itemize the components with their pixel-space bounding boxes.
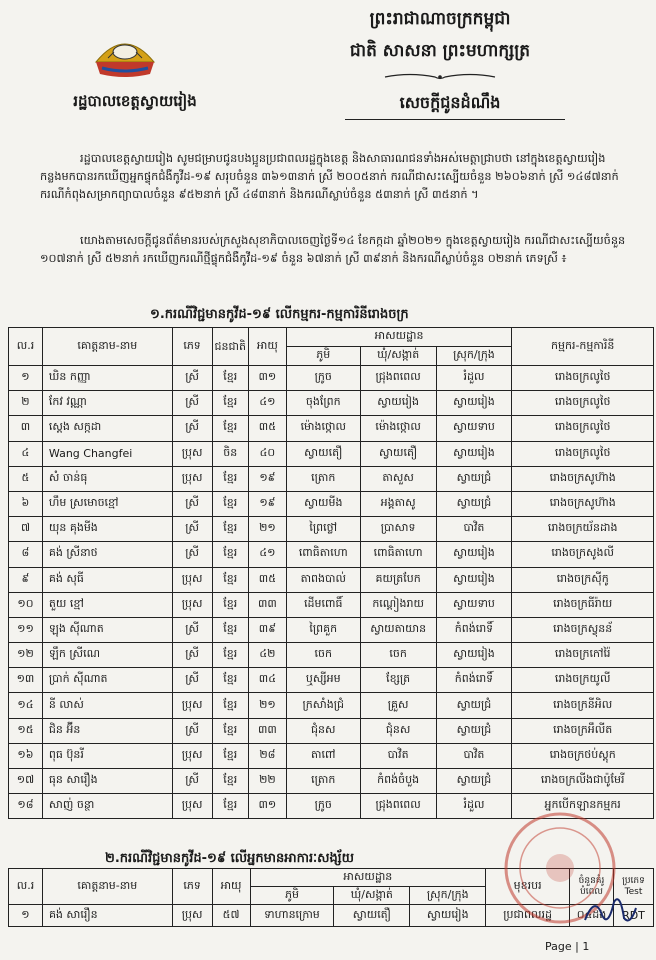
cell-age: ២២ bbox=[248, 769, 286, 794]
cell-sex: ស្រី bbox=[172, 416, 212, 441]
cell-village: ព្រៃគួក bbox=[286, 617, 360, 642]
cell-workplace: រោងចក្រធីរ៉ាយ bbox=[512, 592, 654, 617]
cell-no: ៥ bbox=[9, 466, 43, 491]
cell-workplace: រោងចក្រសូហ៊ាង bbox=[512, 466, 654, 491]
cell-ethnicity: ខ្មែរ bbox=[212, 466, 248, 491]
cell-age: ៣៥ bbox=[248, 567, 286, 592]
cell-no: ៣ bbox=[9, 416, 43, 441]
cell-district: ស្វាយជ្រំ bbox=[436, 769, 512, 794]
table-row bbox=[9, 466, 654, 491]
cell-no: ១៣ bbox=[9, 668, 43, 693]
cell-workplace: រោងចក្រស្វុនន័ bbox=[512, 617, 654, 642]
table-row bbox=[9, 643, 654, 668]
cell-village: តាពៅ bbox=[286, 743, 360, 768]
cell-sex: ស្រី bbox=[172, 718, 212, 743]
cell-name: នី លាស់ bbox=[42, 693, 172, 718]
cell-district: កំពង់រោទិ៍ bbox=[436, 617, 512, 642]
report-paragraph: យោងតាមសេចក្តីជូនព័ត៌មានរបស់ក្រសួងសុខាភិបាលចេញថ្ងៃទី១៤ ខែកក្កដា ឆ្នាំ២០២១ ក្នុងខេត្តស្វាយរៀង ករណីជាសះស្បើយចំនួន ១០៧នាក់ ស្រី ៥២នាក់ រកឃើញករណីថ្មីផ្ទុកជំងឺកូវីដ-១៩ ចំនួន ៦៧នាក់ ស្រី ៣៩នាក់ និងករណីស្លាប់ចំនួន ០២នាក់ ភេទស្រី ៖ bbox=[40, 234, 626, 265]
table-row bbox=[9, 391, 654, 416]
cell-district: ស្វាយជ្រំ bbox=[436, 491, 512, 516]
cell-name: គង់ សារឿន bbox=[42, 905, 172, 927]
cell-village: ឬស្សីអម bbox=[286, 668, 360, 693]
cell-ethnicity: ខ្មែរ bbox=[212, 693, 248, 718]
cell-ethnicity: ចិន bbox=[212, 441, 248, 466]
cell-name: តួយ ខ្មៅ bbox=[42, 592, 172, 617]
cell-village: ពោធិតាហោ bbox=[286, 542, 360, 567]
cell-age: ២៨ bbox=[248, 743, 286, 768]
cell-sex: ប្រុស bbox=[172, 567, 212, 592]
cell-ethnicity: ខ្មែរ bbox=[212, 542, 248, 567]
cell-sex: ប្រុស bbox=[172, 743, 212, 768]
intro-paragraph: រដ្ឋបាលខេត្តស្វាយរៀង សូមជម្រាបជូនបងប្អូនប្រជាពលរដ្ឋក្នុងខេត្ត និងសាធារណជនទាំងអស់មេត្តាជ្រាបថា នៅក្នុងខេត្តស្វាយរៀងកន្លងមកបានរកឃើញអ្នកផ្ទុកជំងឺកូវីដ-១៩ សរុបចំនួន ៣៦១៣នាក់ ស្រី ២០០៥នាក់ ករណីជាសះស្បើយចំនួន ២៦០៦នាក់ ស្រី ១៤៨៧នាក់ ករណីកំពុងសម្រាកព្យាបាលចំនួន ៩៥២នាក់ ស្រី ៤៨៣នាក់ និងករណីស្លាប់ចំនួន ៥៣នាក់ ស្រី ៣៥នាក់ ។ bbox=[40, 152, 619, 201]
cell-no: ១០ bbox=[9, 592, 43, 617]
cell-name: សំ ចាន់ធុ bbox=[42, 466, 172, 491]
table-row bbox=[9, 366, 654, 391]
cell-village: ម៉ោងថ្កោល bbox=[286, 416, 360, 441]
province-admin-label: រដ្ឋបាលខេត្តស្វាយរៀង bbox=[73, 92, 197, 110]
cell-village: ចេក bbox=[286, 643, 360, 668]
cell-commune: ជុំនស bbox=[360, 718, 436, 743]
cell-village: ចុងព្រែក bbox=[286, 391, 360, 416]
col-ethnicity: ជនជាតិ bbox=[212, 328, 248, 366]
cell-ethnicity: ខ្មែរ bbox=[212, 668, 248, 693]
cell-village: ត្រោក bbox=[286, 769, 360, 794]
cell-sex: ប្រុស bbox=[172, 905, 212, 927]
cell-district: ស្វាយរៀង bbox=[436, 643, 512, 668]
cell-commune: អង្គតាសូ bbox=[360, 491, 436, 516]
cell-no: ១៥ bbox=[9, 718, 43, 743]
cell-village: ជុំនស bbox=[286, 718, 360, 743]
table-row bbox=[9, 491, 654, 516]
cell-commune: ខ្សែត្រ bbox=[360, 668, 436, 693]
cell-ethnicity: ខ្មែរ bbox=[212, 617, 248, 642]
cell-workplace: រោងចក្រនីអិល bbox=[512, 693, 654, 718]
cell-commune: ពោធិតាហោ bbox=[360, 542, 436, 567]
cell-workplace: រោងចក្រសូហ៊ាង bbox=[512, 491, 654, 516]
cell-name: ឡុង ស៊ីណាត bbox=[42, 617, 172, 642]
cell-village: ស្វាយតឿ bbox=[286, 441, 360, 466]
page-number: Page | 1 bbox=[545, 940, 590, 953]
cell-district: ស្វាយរៀង bbox=[436, 441, 512, 466]
cell-workplace: រោងចក្រយ័នដាង bbox=[512, 517, 654, 542]
cell-age: ៤១ bbox=[248, 391, 286, 416]
cell-village: ស្វាយមីង bbox=[286, 491, 360, 516]
cell-sex: ប្រុស bbox=[172, 693, 212, 718]
cell-age: ៤១ bbox=[248, 542, 286, 567]
section2-title: ២.ករណីវិជ្ជមានកូវីដ-១៩ លើអ្នកមានអាការៈសង្ស័យ bbox=[105, 851, 354, 866]
col2-commune: ឃុំ/សង្កាត់ bbox=[334, 887, 410, 905]
cell-name: ជិន អ៊ីន bbox=[42, 718, 172, 743]
table-row bbox=[9, 416, 654, 441]
table-row bbox=[9, 693, 654, 718]
table-row bbox=[9, 617, 654, 642]
cell-sex: ស្រី bbox=[172, 366, 212, 391]
cell-workplace: រោងចក្រលូថៃ bbox=[512, 416, 654, 441]
cell-district: ស្វាយជ្រំ bbox=[436, 693, 512, 718]
col-sex: ភេទ bbox=[172, 328, 212, 366]
col2-sex: ភេទ bbox=[172, 869, 212, 905]
cell-no: ៦ bbox=[9, 491, 43, 516]
cell-ethnicity: ខ្មែរ bbox=[212, 643, 248, 668]
cell-workplace: រោងចក្រលូថៃ bbox=[512, 366, 654, 391]
col2-samples: ចំនួនគំរូបំពេល bbox=[570, 869, 614, 905]
table-row bbox=[9, 592, 654, 617]
cell-district: បាវិត bbox=[436, 517, 512, 542]
cell-sex: ប្រុស bbox=[172, 794, 212, 819]
cell-name: Wang Changfei bbox=[42, 441, 172, 466]
cell-workplace: រោងចក្រស៊ីកូ bbox=[512, 567, 654, 592]
col-village: ភូមិ bbox=[286, 347, 360, 366]
cell-workplace: រោងចក្រអឹលីត bbox=[512, 718, 654, 743]
cell-ethnicity: ខ្មែរ bbox=[212, 592, 248, 617]
cell-occupation: ប្រជាពលរដ្ឋ bbox=[486, 905, 570, 927]
cell-commune: ជ្រុងពពេល bbox=[360, 366, 436, 391]
notice-title: សេចក្តីជូនដំណឹង bbox=[399, 93, 501, 112]
cell-no: ១៨ bbox=[9, 794, 43, 819]
cell-no: ៧ bbox=[9, 517, 43, 542]
cell-name: គង់ សុធី bbox=[42, 567, 172, 592]
cell-workplace: រោងចក្រសូងលី bbox=[512, 542, 654, 567]
cell-district: ស្វាយរៀង bbox=[410, 905, 486, 927]
table-row bbox=[9, 718, 654, 743]
cell-age: ៣៩ bbox=[248, 617, 286, 642]
col-name: គោត្តនាម-នាម bbox=[42, 328, 172, 366]
cell-age: ៣៥ bbox=[248, 416, 286, 441]
cell-no: ១២ bbox=[9, 643, 43, 668]
cell-no: ៩ bbox=[9, 567, 43, 592]
cell-age: ២១ bbox=[248, 517, 286, 542]
cell-ethnicity: ខ្មែរ bbox=[212, 416, 248, 441]
col2-no: ល.រ bbox=[9, 869, 43, 905]
table-row bbox=[9, 668, 654, 693]
col2-test: ប្រភេទ Test bbox=[613, 869, 653, 905]
col2-district: ស្រុក/ក្រុង bbox=[410, 887, 486, 905]
cell-no: ១៤ bbox=[9, 693, 43, 718]
cell-name: កែវ វណ្ណា bbox=[42, 391, 172, 416]
cell-ethnicity: ខ្មែរ bbox=[212, 743, 248, 768]
cell-district: រំដួល bbox=[436, 794, 512, 819]
cell-district: ស្វាយរៀង bbox=[436, 391, 512, 416]
cell-age: ៤០ bbox=[248, 441, 286, 466]
cell-ethnicity: ខ្មែរ bbox=[212, 718, 248, 743]
cell-age: ៤២ bbox=[248, 643, 286, 668]
table-row bbox=[9, 567, 654, 592]
cell-sex: ប្រុស bbox=[172, 466, 212, 491]
cell-sex: ស្រី bbox=[172, 391, 212, 416]
cell-name: ស្តេង សក្កដា bbox=[42, 416, 172, 441]
cell-commune: ស្វាយតឿ bbox=[360, 441, 436, 466]
cell-village: ដើមពោធិ៍ bbox=[286, 592, 360, 617]
cell-age: ២១ bbox=[248, 693, 286, 718]
cell-age: ៣៤ bbox=[248, 668, 286, 693]
cell-district: ស្វាយទាប bbox=[436, 416, 512, 441]
table-row bbox=[9, 769, 654, 794]
cell-workplace: រោងចក្រលូថៃ bbox=[512, 391, 654, 416]
cell-sex: ស្រី bbox=[172, 769, 212, 794]
cell-district: ស្វាយជ្រំ bbox=[436, 466, 512, 491]
cell-sex: ស្រី bbox=[172, 643, 212, 668]
cell-ethnicity: ខ្មែរ bbox=[212, 491, 248, 516]
cell-ethnicity: ខ្មែរ bbox=[212, 366, 248, 391]
cell-sex: ស្រី bbox=[172, 542, 212, 567]
title-underline bbox=[345, 119, 565, 120]
cell-name: យុន គុងមីង bbox=[42, 517, 172, 542]
table-row bbox=[9, 542, 654, 567]
cell-commune: តាសួស bbox=[360, 466, 436, 491]
cell-commune: ប្រាសាទ bbox=[360, 517, 436, 542]
cell-commune: គយត្របែក bbox=[360, 567, 436, 592]
cell-ethnicity: ខ្មែរ bbox=[212, 567, 248, 592]
cell-commune: កំពង់ចំបួង bbox=[360, 769, 436, 794]
cell-village: ក្រូច bbox=[286, 366, 360, 391]
signature-icon bbox=[580, 890, 640, 930]
col-address: អាសយដ្ឋាន bbox=[286, 328, 512, 347]
table-row bbox=[9, 743, 654, 768]
cell-name: ឃិន កញ្ញា bbox=[42, 366, 172, 391]
cell-no: ១១ bbox=[9, 617, 43, 642]
cell-workplace: រោងចក្រថប់ស្តុក bbox=[512, 743, 654, 768]
cell-name: គង់ ស្រីនាថ bbox=[42, 542, 172, 567]
cell-no: ១៦ bbox=[9, 743, 43, 768]
cell-samples: ០៤ដង bbox=[570, 905, 614, 927]
cell-district: ស្វាយរៀង bbox=[436, 542, 512, 567]
factory-cases-table bbox=[8, 327, 654, 819]
cell-no: ២ bbox=[9, 391, 43, 416]
cell-name: សាញ់ ចន្ថា bbox=[42, 794, 172, 819]
cell-name: ហឹម ស្រមោចខ្មៅ bbox=[42, 491, 172, 516]
cell-district: ស្វាយរៀង bbox=[436, 567, 512, 592]
cell-village: តាពងបាល់ bbox=[286, 567, 360, 592]
col2-age: អាយុ bbox=[212, 869, 250, 905]
cell-village: ត្រោក bbox=[286, 466, 360, 491]
cell-name: ធុន សារឿង bbox=[42, 769, 172, 794]
province-logo-icon bbox=[92, 22, 158, 80]
col-workplace: កម្មករ-កម្មការិនី bbox=[512, 328, 654, 366]
cell-age: ៣១ bbox=[248, 366, 286, 391]
cell-no: ១៧ bbox=[9, 769, 43, 794]
cell-commune: ចេក bbox=[360, 643, 436, 668]
cell-district: បាវិត bbox=[436, 743, 512, 768]
cell-age: ៣៣ bbox=[248, 718, 286, 743]
cell-ethnicity: ខ្មែរ bbox=[212, 391, 248, 416]
cell-district: កំពង់រោទិ៍ bbox=[436, 668, 512, 693]
cell-age: ៣៣ bbox=[248, 592, 286, 617]
cell-age: ១៩ bbox=[248, 491, 286, 516]
cell-workplace: រោងចក្រលីងជាប៉ូមែរី bbox=[512, 769, 654, 794]
cell-ethnicity: ខ្មែរ bbox=[212, 794, 248, 819]
cell-name: ពុធ ប៊ុនរី bbox=[42, 743, 172, 768]
cell-age: ៣១ bbox=[248, 794, 286, 819]
cell-no: ៨ bbox=[9, 542, 43, 567]
cell-ethnicity: ខ្មែរ bbox=[212, 769, 248, 794]
cell-commune: ស្វាយតឿ bbox=[334, 905, 410, 927]
cell-test: RDT bbox=[613, 905, 653, 927]
section1-title: ១.ករណីវិជ្ជមានកូវីដ-១៩ លើកម្មករ-កម្មការិនីរោងចក្រ bbox=[150, 307, 409, 322]
cell-commune: ជ្រុងពពេល bbox=[360, 794, 436, 819]
kingdom-heading: ព្រះរាជាណាចក្រកម្ពុជា bbox=[369, 9, 511, 29]
cell-village: ក្រសាំងជ្រំ bbox=[286, 693, 360, 718]
cell-name: ឡឹក ស្រីណេ bbox=[42, 643, 172, 668]
motto-heading: ជាតិ សាសនា ព្រះមហាក្សត្រ bbox=[349, 41, 531, 61]
cell-district: ស្វាយទាប bbox=[436, 592, 512, 617]
cell-commune: បាវិត bbox=[360, 743, 436, 768]
cell-no: ១ bbox=[9, 905, 43, 927]
col2-address: អាសយដ្ឋាន bbox=[250, 869, 486, 887]
cell-sex: ស្រី bbox=[172, 668, 212, 693]
cell-district: រំដួល bbox=[436, 366, 512, 391]
cell-no: ១ bbox=[9, 366, 43, 391]
cell-sex: ស្រី bbox=[172, 517, 212, 542]
col2-village: ភូមិ bbox=[250, 887, 334, 905]
cell-commune: ស្វាយរៀង bbox=[360, 391, 436, 416]
cell-commune: ស្វាយតាយាន bbox=[360, 617, 436, 642]
table-row bbox=[9, 517, 654, 542]
cell-sex: ប្រុស bbox=[172, 592, 212, 617]
cell-village: ទាហានក្រោម bbox=[250, 905, 334, 927]
cell-workplace: អ្នកបើកឡានកម្មករ bbox=[512, 794, 654, 819]
table-row bbox=[9, 441, 654, 466]
cell-sex: ស្រី bbox=[172, 617, 212, 642]
cell-commune: ម៉ោងថ្កោល bbox=[360, 416, 436, 441]
cell-ethnicity: ខ្មែរ bbox=[212, 517, 248, 542]
col-commune: ឃុំ/សង្កាត់ bbox=[360, 347, 436, 366]
cell-sex: ស្រី bbox=[172, 491, 212, 516]
cell-age: ១៩ bbox=[248, 466, 286, 491]
col-district: ស្រុក/ក្រុង bbox=[436, 347, 512, 366]
cell-commune: កណ្តៀងរាយ bbox=[360, 592, 436, 617]
cell-workplace: រោងចក្រលូថៃ bbox=[512, 441, 654, 466]
col2-name: គោត្តនាម-នាម bbox=[42, 869, 172, 905]
cell-no: ៤ bbox=[9, 441, 43, 466]
cell-age: ៥៧ bbox=[212, 905, 250, 927]
cell-village: ព្រៃថ្លៅ bbox=[286, 517, 360, 542]
cell-village: ក្រូច bbox=[286, 794, 360, 819]
cell-district: ស្វាយជ្រំ bbox=[436, 718, 512, 743]
col-age: អាយុ bbox=[248, 328, 286, 366]
cell-commune: គ្រួស bbox=[360, 693, 436, 718]
cell-sex: ប្រុស bbox=[172, 441, 212, 466]
ornament-divider bbox=[380, 72, 500, 82]
col2-occupation: មុខរបរ bbox=[486, 869, 570, 905]
col-no: ល.រ bbox=[9, 328, 43, 366]
cell-workplace: រោងចក្រយូលី bbox=[512, 668, 654, 693]
cell-name: ប្រាក់ ស៊ីណាត bbox=[42, 668, 172, 693]
cell-workplace: រោងចក្រកៅរ៉ៃ bbox=[512, 643, 654, 668]
